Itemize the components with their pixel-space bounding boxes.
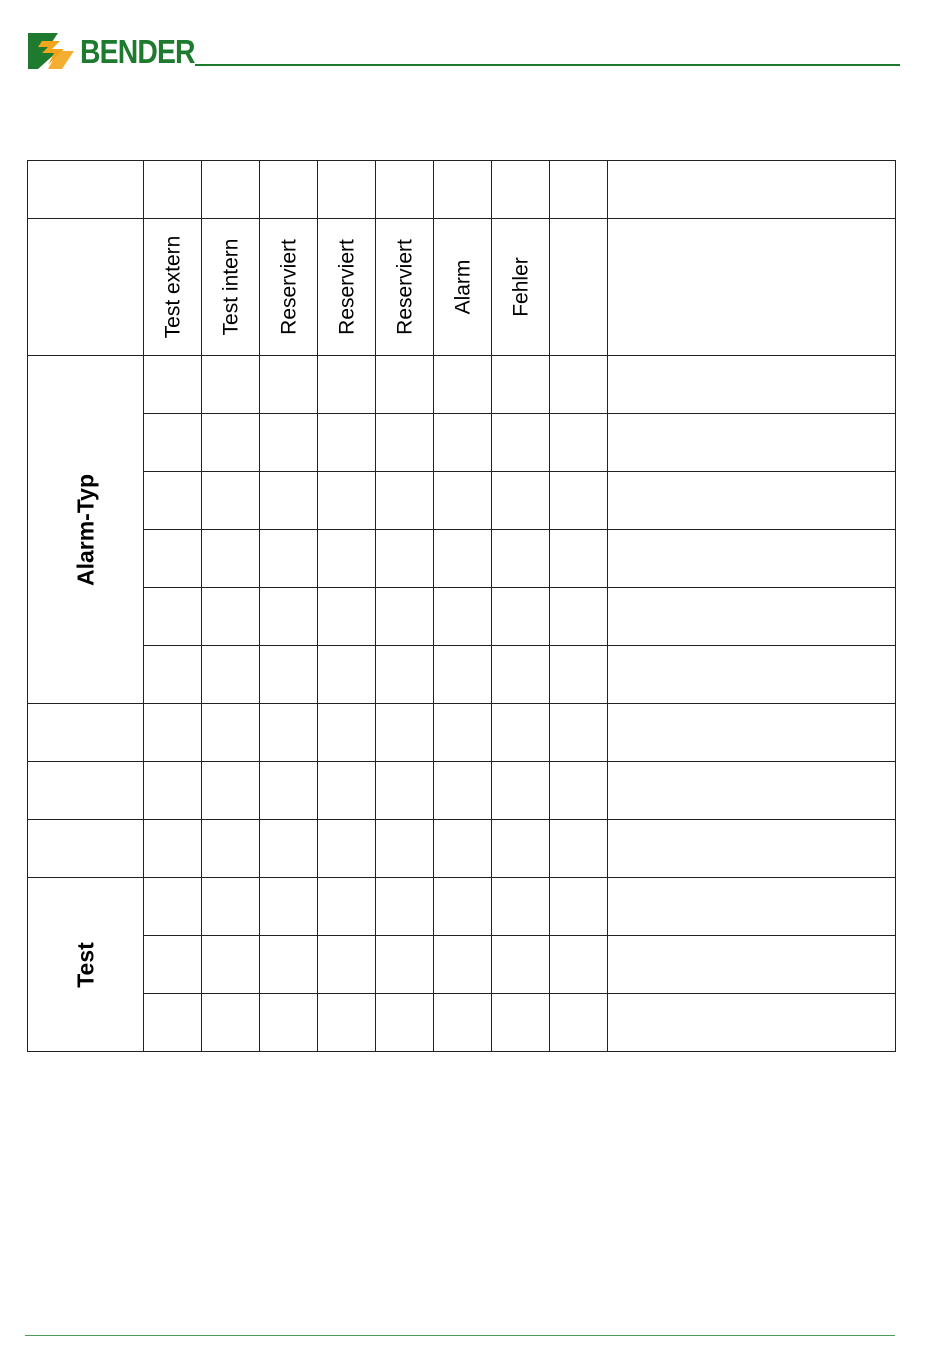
column-header — [550, 219, 608, 356]
table-row — [28, 936, 896, 994]
table-row — [28, 994, 896, 1052]
column-header: Fehler — [492, 219, 550, 356]
column-header: Test extern — [144, 219, 202, 356]
table-row — [28, 356, 896, 414]
table-row — [28, 161, 896, 219]
column-header: Alarm — [434, 219, 492, 356]
column-header: Reserviert — [260, 219, 318, 356]
table-row — [28, 878, 896, 936]
table-row — [28, 820, 896, 878]
footer-rule — [25, 1335, 895, 1336]
table-row — [28, 588, 896, 646]
page-header — [0, 0, 950, 90]
table-row — [28, 530, 896, 588]
group-label-test: Test — [28, 878, 144, 1052]
column-header-row — [28, 219, 896, 356]
table-row — [28, 414, 896, 472]
bender-logo — [28, 31, 213, 71]
table-row — [28, 704, 896, 762]
table-row — [28, 646, 896, 704]
table-row — [28, 472, 896, 530]
table-row — [28, 762, 896, 820]
group-label-alarm-typ: Alarm-Typ — [28, 356, 144, 704]
column-header: Test intern — [202, 219, 260, 356]
header-rule — [195, 64, 900, 66]
column-header: Reserviert — [376, 219, 434, 356]
alarm-bit-table — [27, 160, 896, 1052]
column-header: Reserviert — [318, 219, 376, 356]
bender-lightning-icon — [28, 33, 74, 69]
brand-name: BENDER — [80, 32, 195, 70]
